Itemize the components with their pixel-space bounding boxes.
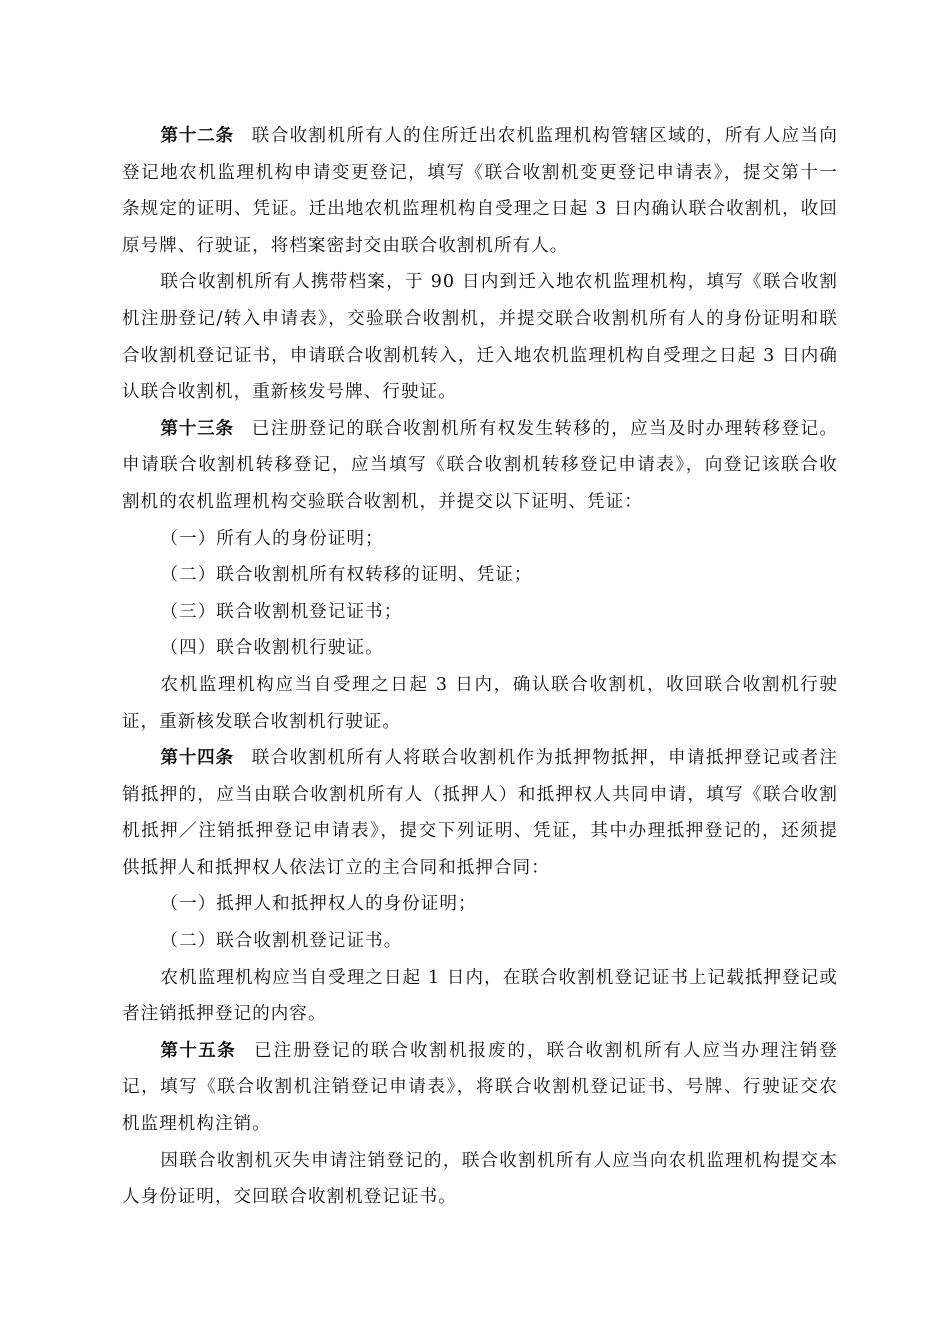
article-13-item-1: （一）所有人的身份证明； [160,528,384,549]
article-15-text: 已注册登记的联合收割机报废的，联合收割机所有人应当办理注销登记，填写《联合收割机注销登记申请表》，将联合收割机登记证书、号牌、行驶证交农机监理机构注销。 [122,1040,838,1135]
article-14-closing: 农机监理机构应当自受理之日起 1 日内，在联合收割机登记证书上记载抵押登记或者注销抵押登记的内容。 [122,967,838,1025]
document-page [122,118,838,1216]
article-13-title: 第十三条 [160,418,234,439]
article-13-closing: 农机监理机构应当自受理之日起 3 日内，确认联合收割机，收回联合收割机行驶证，重新核发联合收割机行驶证。 [122,674,838,732]
article-13-item-3: （三）联合收割机登记证书； [160,601,403,622]
article-13-text: 已注册登记的联合收割机所有权发生转移的，应当及时办理转移登记。申请联合收割机转移登记，应当填写《联合收割机转移登记申请表》，向登记该联合收割机的农机监理机构交验联合收割机，并提交以下证明、凭证： [122,418,838,512]
article-14-text: 联合收割机所有人将联合收割机作为抵押物抵押，申请抵押登记或者注销抵押的，应当由联合收割机所有人（抵押人）和抵押权人共同申请，填写《联合收割机抵押／注销抵押登记申请表》，提交下列证明、凭证，其中办理抵押登记的，还须提供抵押人和抵押权人依法订立的主合同和抵押合同： [122,748,838,878]
article-13-item-4: （四）联合收割机行驶证。 [160,638,384,659]
article-13-paragraph [122,411,838,521]
article-14-item-1: （一）抵押人和抵押权人的身份证明； [160,894,477,915]
article-12-title: 第十二条 [160,126,234,146]
article-13-item-2: （二）联合收割机所有权转移的证明、凭证； [160,565,533,586]
article-12-paragraph [122,118,838,264]
article-14-item-2: （二）联合收割机登记证书。 [160,931,403,952]
article-15-title: 第十五条 [160,1040,237,1061]
article-15-paragraph [122,1033,838,1143]
article-12-text: 联合收割机所有人的住所迁出农机监理机构管辖区域的，所有人应当向登记地农机监理机构申请变更登记，填写《联合收割机变更登记申请表》，提交第十一条规定的证明、凭证。迁出地农机监理机构自受理之日起 3 日内确认联合收割机，收回原号牌、行驶证，将档案密封交由联合收割机所有人。 [122,126,838,256]
article-15-paragraph-2: 因联合收割机灭失申请注销登记的，联合收割机所有人应当向农机监理机构提交本人身份证明，交回联合收割机登记证书。 [122,1150,838,1208]
article-14-title: 第十四条 [160,748,234,769]
article-14-paragraph [122,740,838,886]
article-12-paragraph-2: 联合收割机所有人携带档案，于 90 日内到迁入地农机监理机构，填写《联合收割机注册登记/转入申请表》，交验联合收割机，并提交联合收割机所有人的身份证明和联合收割机登记证书，申请联合收割机转入，迁入地农机监理机构自受理之日起 3 日内确认联合收割机，重新核发号牌、行驶证。 [122,272,838,403]
